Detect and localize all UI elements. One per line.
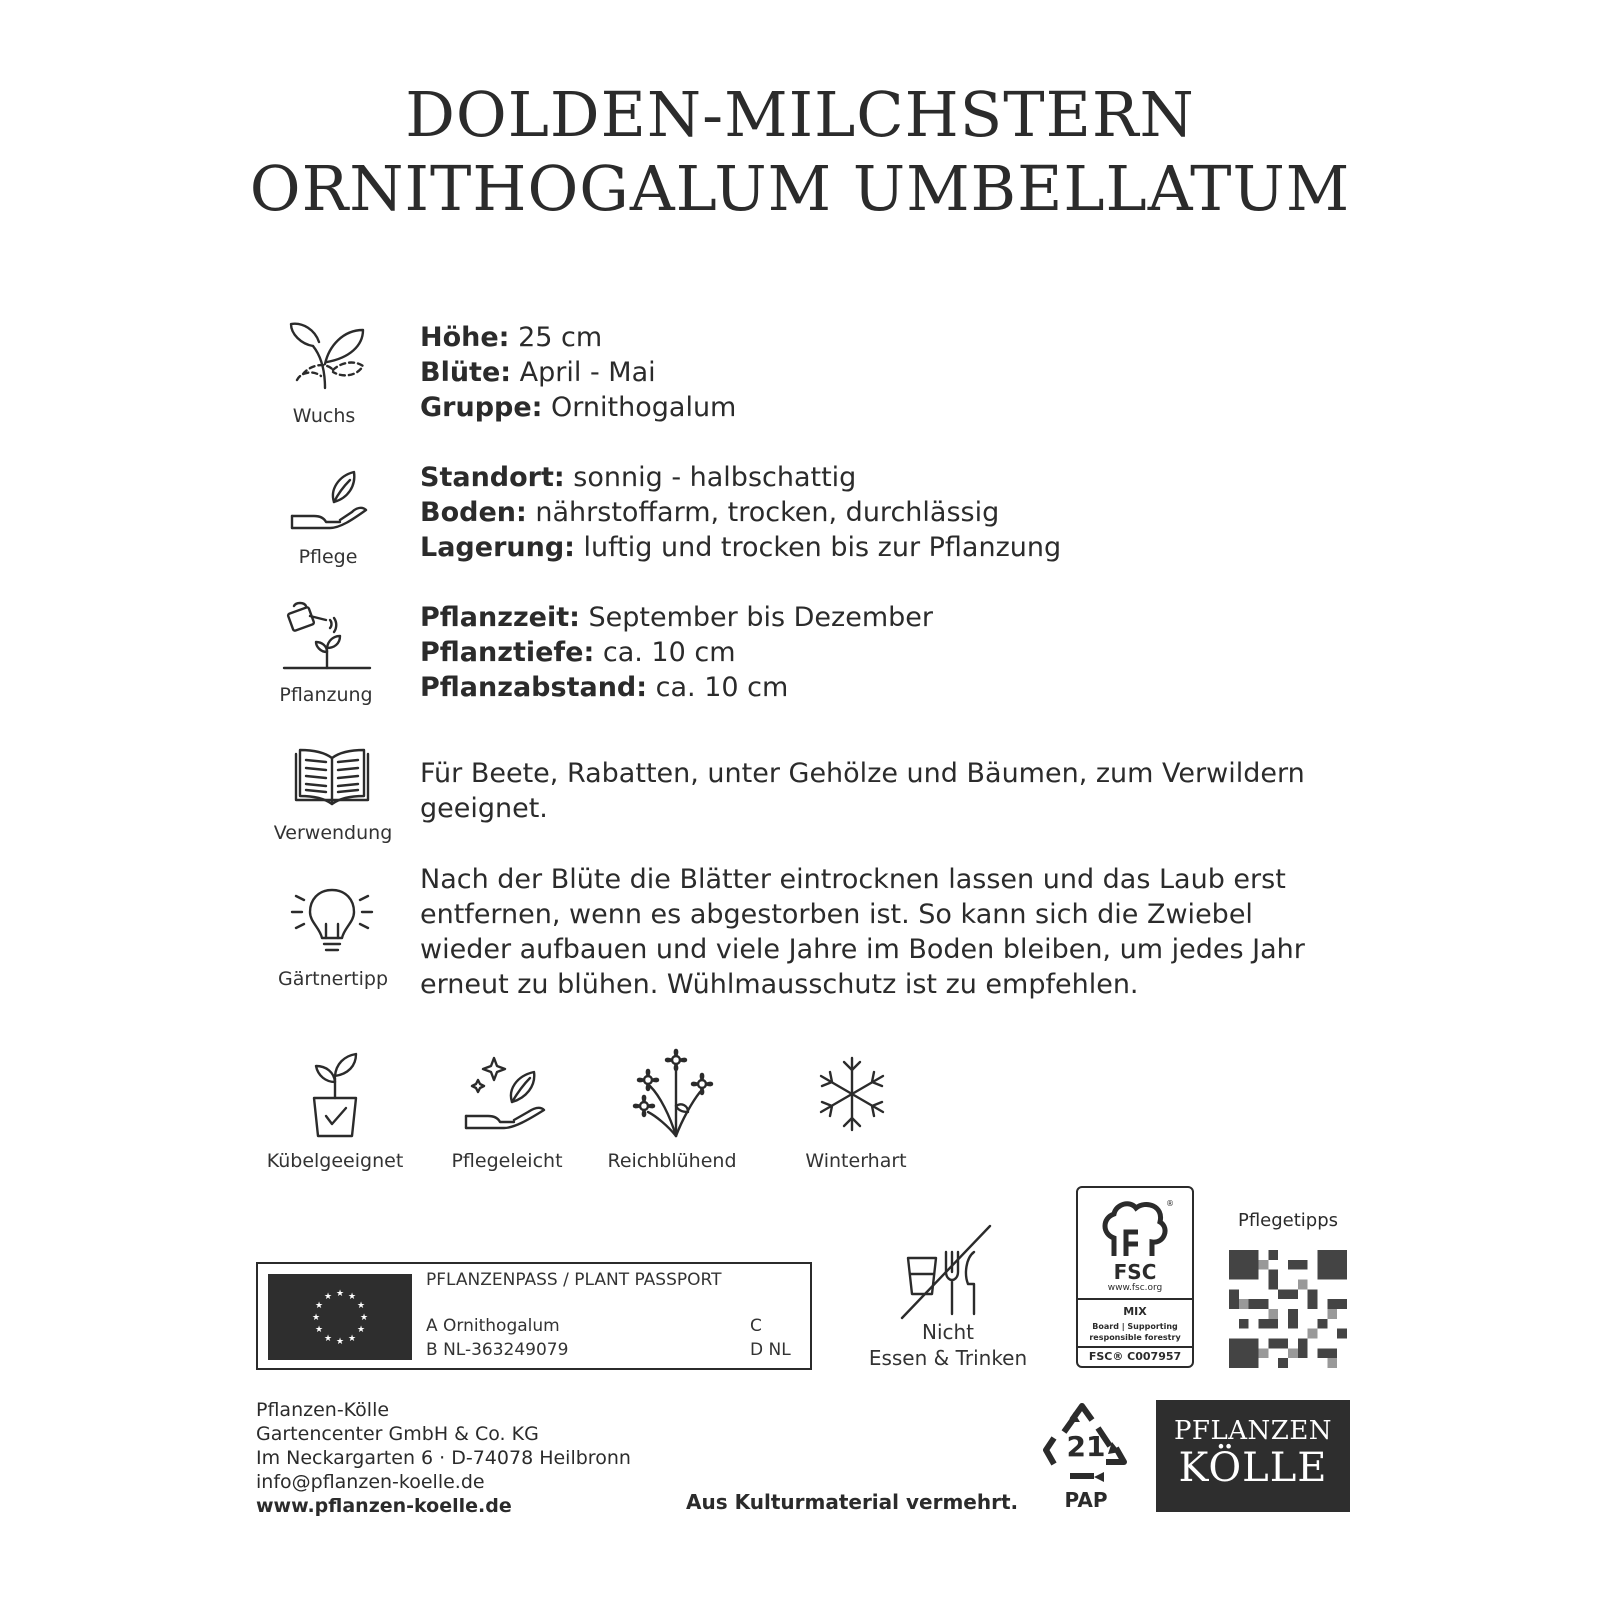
section-pflanzung-text: Pflanzzeit: September bis Dezember Pflanztiefe: ca. 10 cm Pflanzabstand: ca. 10 cm xyxy=(420,602,933,703)
title-line-1: DOLDEN-MILCHSTERN xyxy=(405,78,1195,151)
passport-c: C xyxy=(750,1316,762,1336)
fsc-tree-logo xyxy=(1098,1198,1172,1260)
light-bulb-icon xyxy=(290,884,374,956)
brand-line-1: PFLANZEN xyxy=(1173,1416,1333,1446)
recycle-icon xyxy=(1040,1402,1132,1486)
brand-logo xyxy=(1156,1400,1350,1512)
address-block xyxy=(256,1398,631,1518)
watering-can-icon xyxy=(282,600,372,680)
book-icon xyxy=(294,748,370,808)
brand-line-2: KÖLLE xyxy=(1178,1445,1328,1491)
fsc-badge xyxy=(1076,1186,1194,1368)
eu-flag-icon xyxy=(268,1274,412,1360)
svg-text:★: ★ xyxy=(359,1313,369,1323)
fsc-divider xyxy=(1078,1298,1192,1300)
passport-heading: PFLANZENPASS / PLANT PASSPORT xyxy=(426,1270,722,1290)
address-line-3: Im Neckargarten 6 · D-74078 Heilbronn xyxy=(256,1447,631,1469)
address-line-2: Gartencenter GmbH & Co. KG xyxy=(256,1423,539,1445)
fsc-url: www.fsc.org xyxy=(1107,1283,1163,1293)
section-label-pflege: Pflege xyxy=(298,546,358,568)
feature-label-reichbluehend: Reichblühend xyxy=(607,1150,737,1172)
qr-label: Pflegetipps xyxy=(1237,1210,1339,1231)
recycling-material: PAP xyxy=(1064,1488,1108,1512)
section-label-gaertnertipp: Gärtnertipp xyxy=(277,968,389,990)
fsc-code: FSC® C007957 xyxy=(1088,1350,1182,1363)
svg-text:★: ★ xyxy=(356,1301,366,1311)
sprout-icon xyxy=(283,316,373,396)
section-pflege-text: Standort: sonnig - halbschattig Boden: nährstoffarm, trocken, durchlässig Lagerung: luftig und trocken bis zur Pflanzung xyxy=(420,462,1062,563)
plant-passport xyxy=(256,1262,812,1370)
section-verwendung-text: Für Beete, Rabatten, unter Gehölze und Bäumen, zum Verwildern geeignet. xyxy=(420,758,1305,824)
passport-b: B NL-363249079 xyxy=(426,1340,569,1360)
snowflake-icon xyxy=(814,1056,890,1132)
fsc-line-1: Board | Supporting xyxy=(1092,1322,1178,1331)
warning-line-2: Essen & Trinken xyxy=(868,1346,1028,1370)
svg-text:★: ★ xyxy=(323,1334,333,1344)
address-line-1: Pflanzen-Kölle xyxy=(256,1399,390,1421)
fsc-divider-2 xyxy=(1078,1346,1192,1348)
passport-a: A Ornithogalum xyxy=(426,1316,560,1336)
hand-leaf-icon xyxy=(290,470,370,540)
section-label-wuchs: Wuchs xyxy=(292,405,356,427)
svg-text:21: 21 xyxy=(1066,1430,1106,1463)
fsc-mix: MIX xyxy=(1123,1305,1147,1318)
svg-text:★: ★ xyxy=(314,1301,324,1311)
svg-text:★: ★ xyxy=(347,1292,357,1302)
title-line-2: ORNITHOGALUM UMBELLATUM xyxy=(249,152,1351,225)
section-gaertnertipp-text: Nach der Blüte die Blätter eintrocknen lassen und das Laub erst entfernen, wenn es abgestorben ist. So kann sich die Zwiebel wieder aufbauen und viele Jahre im Boden bleiben, um jedes Jahr erneut zu blühen. Wühlmausschutz ist zu empfehlen. xyxy=(420,864,1305,1000)
sparkle-hand-leaf-icon xyxy=(464,1052,548,1136)
flowers-icon xyxy=(630,1046,720,1138)
svg-text:★: ★ xyxy=(347,1334,357,1344)
svg-text:★: ★ xyxy=(335,1289,345,1299)
feature-label-pflegeleicht: Pflegeleicht xyxy=(451,1150,563,1172)
cultivation-note: Aus Kulturmaterial vermehrt. xyxy=(686,1490,1019,1514)
warning-line-1: Nicht xyxy=(921,1320,975,1344)
svg-text:★: ★ xyxy=(335,1337,345,1347)
svg-text:®: ® xyxy=(1166,1199,1174,1208)
feature-label-kuebelgeeignet: Kübelgeeignet xyxy=(266,1150,404,1172)
svg-text:★: ★ xyxy=(356,1325,366,1335)
fsc-line-2: responsible forestry xyxy=(1089,1333,1181,1342)
qr-code[interactable] xyxy=(1228,1250,1348,1368)
passport-d: D NL xyxy=(750,1340,791,1360)
section-wuchs-text: Höhe: 25 cm Blüte: April - Mai Gruppe: Ornithogalum xyxy=(420,322,737,423)
svg-text:★: ★ xyxy=(314,1325,324,1335)
section-label-pflanzung: Pflanzung xyxy=(279,684,373,706)
section-label-verwendung: Verwendung xyxy=(273,822,393,844)
pot-plant-icon xyxy=(300,1052,370,1136)
address-website[interactable]: www.pflanzen-koelle.de xyxy=(256,1495,512,1517)
svg-text:★: ★ xyxy=(311,1313,321,1323)
feature-label-winterhart: Winterhart xyxy=(805,1150,907,1172)
no-eat-drink-icon xyxy=(898,1222,994,1322)
svg-text:★: ★ xyxy=(323,1292,333,1302)
address-email[interactable]: info@pflanzen-koelle.de xyxy=(256,1471,485,1493)
fsc-name: FSC xyxy=(1113,1260,1157,1284)
